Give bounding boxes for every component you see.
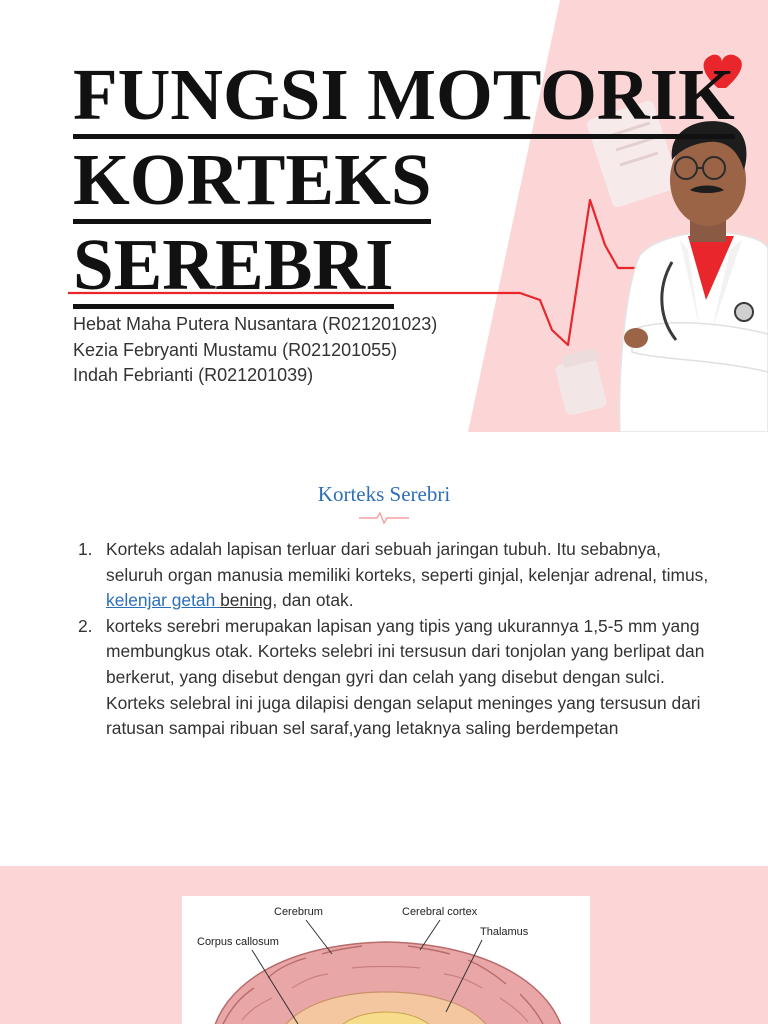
underlined-text: bening xyxy=(220,590,273,611)
author-3: Indah Febrianti (R021201039) xyxy=(73,365,314,385)
author-1: Hebat Maha Putera Nusantara (R021201023) xyxy=(73,314,438,334)
label-cerebrum: Cerebrum xyxy=(274,906,323,918)
diagram-slide xyxy=(0,866,768,1024)
title-line-2: KORTEKS xyxy=(73,141,431,224)
brain-diagram-figure xyxy=(182,896,590,1024)
list-text: Korteks adalah lapisan terluar dari sebuah jaringan tubuh. Itu sebabnya, seluruh organ manusia memiliki korteks, seperti ginjal, kelenjar adrenal, timus, xyxy=(106,539,709,585)
pill-bottle-icon xyxy=(554,348,607,416)
heading-pulse-icon xyxy=(359,510,409,526)
brain-diagram-icon xyxy=(182,896,590,1024)
author-list xyxy=(73,312,437,389)
list-text-end: , dan otak. xyxy=(272,590,354,611)
author-2: Kezia Febryanti Mustamu (R021201055) xyxy=(73,339,398,360)
title-line-1: FUNGSI MOTORIK xyxy=(73,56,735,139)
title-slide xyxy=(0,0,768,432)
definition-list xyxy=(78,537,718,742)
list-item xyxy=(78,614,718,742)
label-thalamus: Thalamus xyxy=(480,926,529,938)
list-text: korteks serebri merupakan lapisan yang tipis yang ukurannya 1,5-5 mm yang membungkus otak. Korteks selebri ini tersusun dari tonjolan yang berlipat dan berkerut, yang disebut dengan gyri dan celah yang disebut dengan sulci. Korteks selebral ini juga dilapisi dengan selaput meninges yang tersusun dari ratusan sampai ribuan sel saraf,yang letaknya saling berdempetan xyxy=(106,615,705,739)
list-number: 1. xyxy=(78,539,93,559)
list-item xyxy=(78,537,718,614)
label-cerebral-cortex: Cerebral cortex xyxy=(402,906,478,918)
label-corpus-callosum: Corpus callosum xyxy=(197,936,279,948)
list-number: 2. xyxy=(78,615,93,636)
page-title xyxy=(73,56,735,311)
section-heading: Korteks Serebri xyxy=(317,482,451,506)
content-slide xyxy=(0,432,768,864)
title-line-3: SEREBRI xyxy=(73,226,394,309)
kelenjar-getah-link[interactable]: kelenjar getah xyxy=(106,590,221,611)
